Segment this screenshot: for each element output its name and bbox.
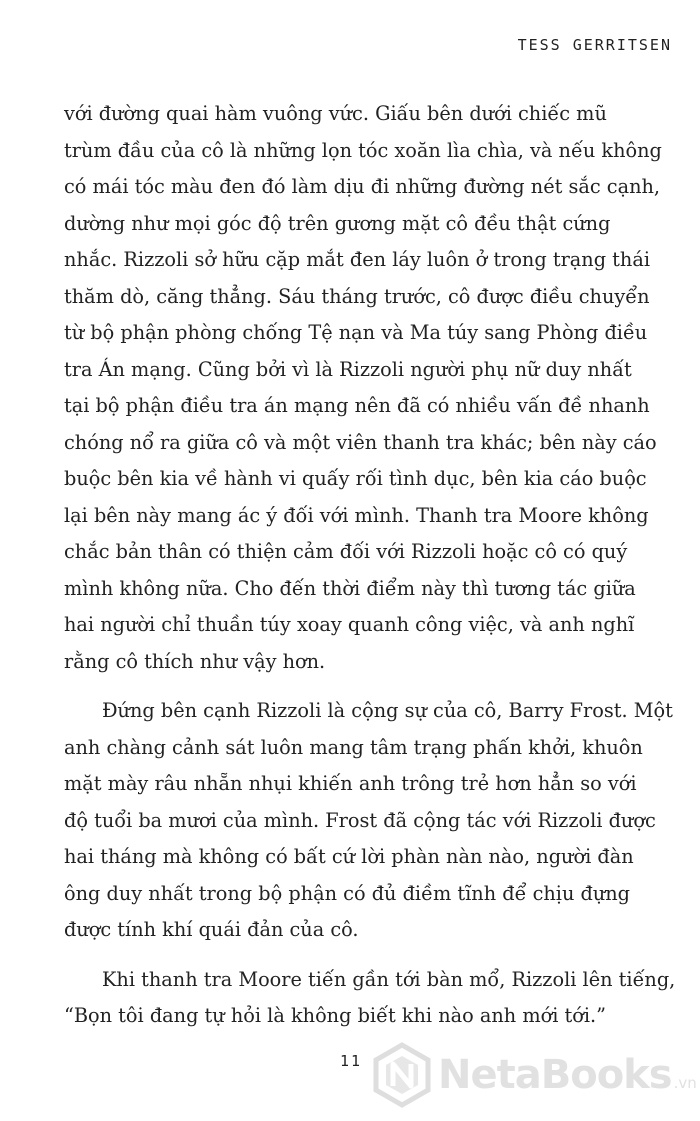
text-line: rằng cô thích như vậy hơn. xyxy=(64,649,326,673)
text-line: mình không nữa. Cho đến thời điểm này thì tương tác giữa xyxy=(64,576,636,600)
text-line: mặt mày râu nhẵn nhụi khiến anh trông trẻ hơn hẳn so với xyxy=(64,772,637,795)
text-line: với đường quai hàm vuông vức. Giấu bên dưới chiếc mũ xyxy=(64,102,607,125)
watermark-brand: NetaBooks xyxy=(438,1052,672,1098)
page-number: 11 xyxy=(340,1052,363,1070)
text-line: hai tháng mà không có bất cứ lời phàn nàn nào, người đàn xyxy=(64,845,634,868)
text-line: buộc bên kia về hành vi quấy rối tình dục, bên kia cáo buộc xyxy=(64,467,647,490)
text-line: anh chàng cảnh sát luôn mang tâm trạng phấn khởi, khuôn xyxy=(64,735,643,759)
text-line: tại bộ phận điều tra án mạng nên đã có nhiều vấn đề nhanh xyxy=(64,394,650,417)
text-line: Đứng bên cạnh Rizzoli là cộng sự của cô, Barry Frost. Một xyxy=(102,699,673,722)
text-line: trùm đầu của cô là những lọn tóc xoăn lìa chìa, và nếu không xyxy=(64,138,662,162)
watermark-text xyxy=(438,1050,697,1108)
text-line: nhắc. Rizzoli sở hữu cặp mắt đen láy luôn ở trong trạng thái xyxy=(64,248,650,271)
body-text xyxy=(64,96,684,1035)
text-line: có mái tóc màu đen đó làm dịu đi những đường nét sắc cạnh, xyxy=(64,175,661,198)
text-line: hai người chỉ thuần túy xoay quanh công việc, và anh nghĩ xyxy=(64,613,635,636)
text-line: lại bên này mang ác ý đối với mình. Thanh tra Moore không xyxy=(64,503,649,527)
netabooks-logo-icon xyxy=(372,1042,432,1108)
text-line: thăm dò, căng thẳng. Sáu tháng trước, cô được điều chuyển xyxy=(64,284,650,308)
watermark-suffix: .vn xyxy=(673,1074,697,1092)
text-line: tra Án mạng. Cũng bởi vì là Rizzoli người phụ nữ duy nhất xyxy=(64,357,632,381)
text-line: chắc bản thân có thiện cảm đối với Rizzoli hoặc cô có quý xyxy=(64,540,628,563)
text-line: Khi thanh tra Moore tiến gần tới bàn mổ, Rizzoli lên tiếng, xyxy=(102,967,676,991)
running-head: TESS GERRITSEN xyxy=(517,36,672,54)
watermark xyxy=(372,1042,697,1108)
text-line: dường như mọi góc độ trên gương mặt cô đều thật cứng xyxy=(64,211,611,235)
text-line: độ tuổi ba mươi của mình. Frost đã cộng tác với Rizzoli được xyxy=(64,808,656,832)
text-line: được tính khí quái đản của cô. xyxy=(64,918,359,941)
paragraph xyxy=(64,962,684,1035)
text-line: chóng nổ ra giữa cô và một viên thanh tra khác; bên này cáo xyxy=(64,430,657,454)
paragraph xyxy=(64,96,684,680)
paragraph xyxy=(64,693,684,949)
text-line: “Bọn tôi đang tự hỏi là không biết khi nào anh mới tới.” xyxy=(64,1004,607,1027)
text-line: từ bộ phận phòng chống Tệ nạn và Ma túy sang Phòng điều xyxy=(64,321,648,344)
text-line: ông duy nhất trong bộ phận có đủ điềm tĩnh để chịu đựng xyxy=(64,881,631,905)
